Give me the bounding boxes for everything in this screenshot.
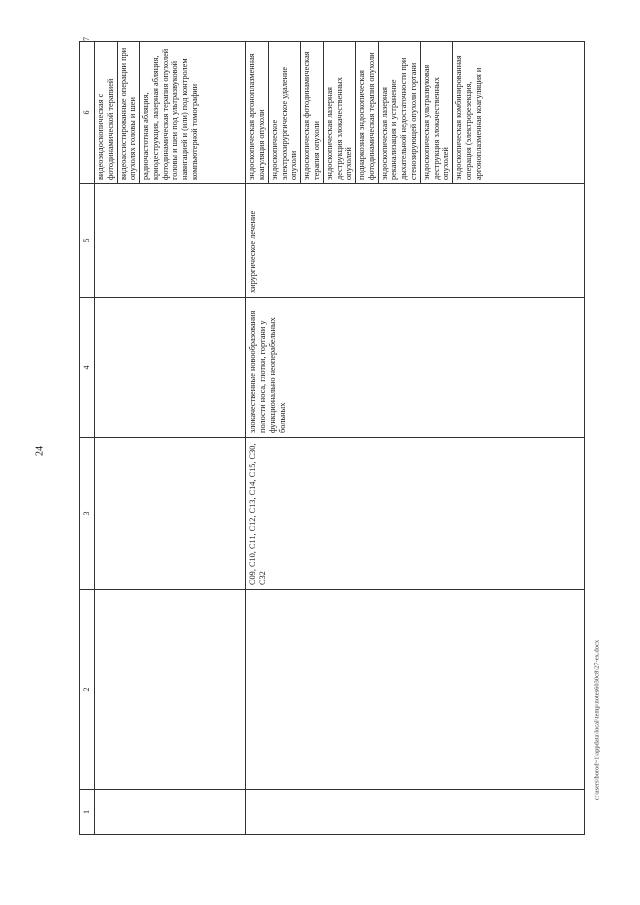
method-item: видеоассистированные операции при опухолях головы и шеи	[118, 42, 141, 183]
empty-cell	[95, 790, 246, 835]
model-cell	[246, 298, 585, 438]
method-item: эндоскопическая ультразвуковая деструкция злокачественных опухолей	[421, 42, 453, 183]
empty-cell	[95, 298, 246, 438]
rotated-table-container	[79, 37, 585, 835]
method-item: эндоскопическая лазерная реканализация и устранение дыхательной недостаточности при стенозирующей опухоли гортани	[379, 42, 421, 183]
method-item: эндоскопическая фотодинамическая терапия опухоли	[301, 42, 324, 183]
column-number-3: 3	[80, 438, 95, 590]
methods-cell	[246, 42, 585, 184]
method-item: эндоскопическая комбинированная операция (электрорезекция, аргоноплазменная коагуляция и	[454, 55, 483, 180]
treatment-methods-table	[79, 37, 585, 835]
empty-cell	[95, 438, 246, 590]
treatment-cell	[246, 184, 585, 298]
method-item: эндоскопическая аргоноплазменная коагуляция опухоли	[246, 42, 269, 183]
continued-row	[95, 42, 246, 835]
treatment-type: хирургическое лечение	[248, 210, 258, 293]
empty-cell	[246, 590, 585, 790]
column-number-2: 2	[80, 590, 95, 790]
empty-cell	[95, 184, 246, 298]
icd-codes-cell	[246, 438, 585, 590]
method-item: эндоскопическая лазерная деструкция злокачественных опухолей	[324, 42, 356, 183]
column-number-row: 1 2 3 4 5 6 7	[80, 42, 95, 835]
column-number-4: 4	[80, 298, 95, 438]
method-item: эндоскопическое электрохирургическое удаление опухоли	[269, 42, 301, 183]
file-path: c:\users\borod~1\appdata\local\temp\notes6030c8\27-ex.docx	[593, 639, 601, 801]
method-item: видеоэндоскопическая с фотодинамической терапией	[95, 42, 118, 183]
column-number-1: 1	[80, 790, 95, 835]
table-row	[246, 42, 585, 835]
column-number-5: 5	[80, 184, 95, 298]
method-item: поднаркозная эндоскопическая фотодинамическая терапия опухоли	[356, 42, 379, 183]
column-number-6: 6	[80, 42, 95, 184]
patient-model: злокачественные новообразования полости носа, глотки, гортани у функционально неоперабельных больных	[248, 310, 287, 433]
empty-cell	[95, 590, 246, 790]
page-number: 24	[34, 446, 46, 456]
empty-cell	[246, 790, 585, 835]
method-item: радиочастотная абляция, криодеструкция, лазерная абляция, фотодинамическая терапия опухолей головы и шеи под ультразвуковой навигацией и (или) под контролем компьютерной томографии	[141, 48, 200, 180]
methods-cell	[95, 42, 246, 184]
icd-codes: C09, C10, C11, C12, C13, C14, C15, C30, C32	[248, 443, 268, 585]
